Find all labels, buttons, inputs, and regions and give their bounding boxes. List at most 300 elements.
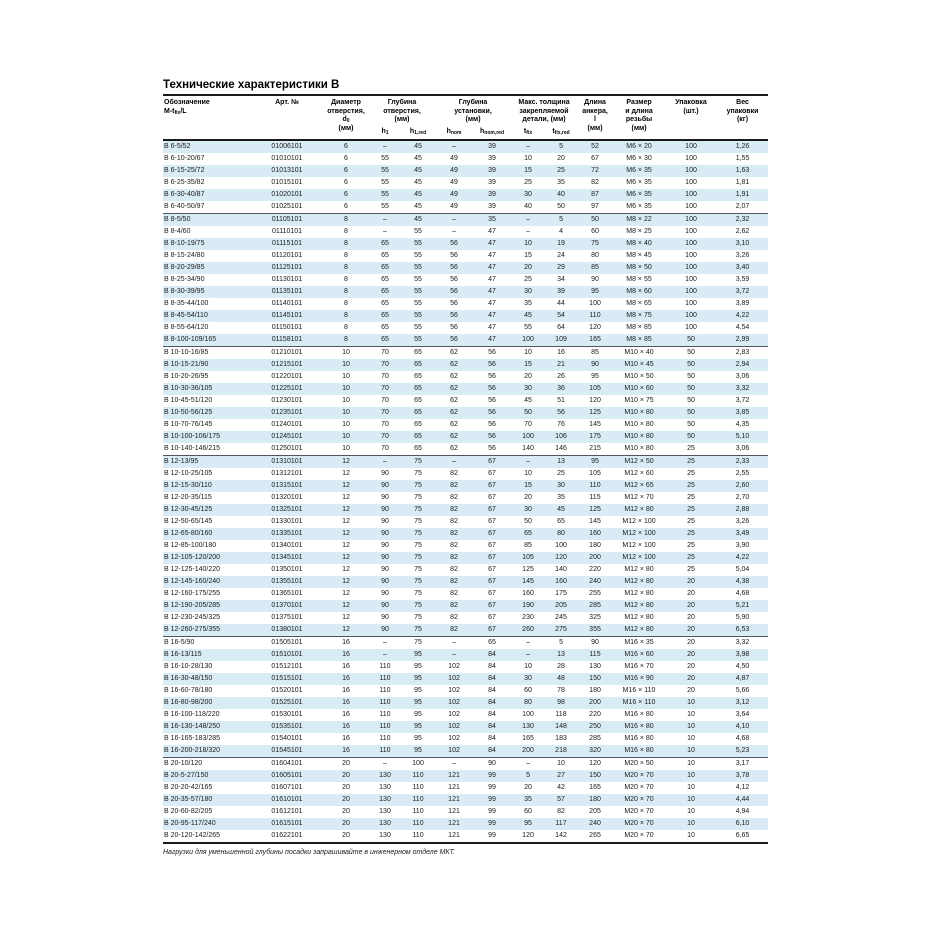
cell-anchor-length: 150: [589, 771, 601, 779]
cell-art-no: 01340101: [271, 541, 303, 549]
cell-t-fix-red: 109: [545, 334, 577, 347]
cell-packing: 50: [687, 396, 695, 404]
cell-d0: 12: [323, 624, 369, 637]
cell-t-fix-red: 10: [557, 759, 565, 767]
table-row: [163, 286, 768, 298]
cell-anchor-length: 180: [589, 686, 601, 694]
cell-t-fix-red: 65: [557, 517, 565, 525]
cell-d0: 12: [342, 565, 350, 573]
cell-designation: B 20-20-42/165: [164, 783, 213, 791]
cell-pack-weight: 4,50: [735, 662, 750, 670]
page-title: Технические характеристики B: [163, 79, 340, 91]
cell-t-fix-red: 50: [545, 201, 577, 214]
cell-pack-weight: 3,26: [735, 517, 750, 525]
cell-h1: 130: [379, 795, 391, 803]
cell-h-nom: 82: [450, 577, 458, 585]
cell-h-nom-red: 84: [488, 686, 496, 694]
cell-thread-size: M10 × 45: [624, 360, 654, 368]
cell-h1-red: 75: [414, 589, 422, 597]
cell-art-no: 01355101: [271, 577, 303, 585]
cell-t-fix: 140: [511, 443, 545, 456]
cell-designation: B 12-160-175/255: [164, 589, 221, 597]
cell-pack-weight: 3,32: [735, 384, 750, 392]
cell-designation: B 16-100-118/220: [164, 710, 220, 718]
cell-t-fix: 80: [524, 698, 532, 706]
cell-h-nom: 102: [448, 674, 460, 682]
cell-d0: 12: [342, 481, 350, 489]
table-row: [163, 624, 768, 637]
cell-t-fix-red: 16: [557, 348, 565, 356]
cell-designation: B 20-60-82/205: [164, 807, 213, 815]
table-row: [163, 165, 768, 177]
cell-d0: 12: [342, 517, 350, 525]
cell-t-fix: 50: [524, 408, 532, 416]
cell-h1: 70: [381, 396, 389, 404]
cell-t-fix: 100: [511, 334, 545, 347]
cell-packing: 100: [685, 142, 697, 150]
cell-pack-weight: 1,91: [735, 190, 750, 198]
subcol-hnom: $h_{nom}$: [446, 128, 462, 137]
cell-art-no: 01105101: [271, 215, 303, 223]
cell-anchor-length: 72: [591, 166, 599, 174]
cell-h-nom: 121: [448, 771, 460, 779]
cell-designation: B 10-140-146/215: [163, 443, 251, 456]
cell-d0: 20: [342, 819, 350, 827]
cell-thread-size: M10 × 80: [624, 408, 654, 416]
cell-h1: 90: [381, 505, 389, 513]
cell-art-no: 01622101: [271, 831, 303, 839]
cell-t-fix: –: [526, 759, 530, 767]
cell-thread-size: M8 × 45: [626, 251, 652, 259]
cell-art-no: 01225101: [271, 384, 303, 392]
cell-anchor-length: 160: [589, 529, 601, 537]
cell-t-fix: 15: [524, 360, 532, 368]
cell-packing: 20: [687, 613, 695, 621]
cell-anchor-length: 97: [577, 201, 613, 214]
table-row: [163, 407, 768, 419]
cell-pack-weight: 3,10: [735, 239, 750, 247]
cell-art-no: 01370101: [271, 601, 303, 609]
cell-thread-size: M16 × 110: [622, 698, 656, 706]
cell-h-nom: 82: [450, 505, 458, 513]
cell-h1: 130: [379, 771, 391, 779]
cell-t-fix-red: 76: [557, 420, 565, 428]
cell-d0: 8: [344, 227, 348, 235]
cell-art-no: 01610101: [271, 795, 303, 803]
cell-h1: –: [383, 638, 387, 646]
cell-pack-weight: 4,44: [735, 795, 750, 803]
catalog-page: [163, 79, 768, 863]
cell-t-fix-red: 40: [557, 190, 565, 198]
cell-anchor-length: 87: [591, 190, 599, 198]
cell-h1: 130: [379, 807, 391, 815]
col-header-art-no: Арт. №: [275, 99, 299, 106]
cell-t-fix: 30: [524, 674, 532, 682]
cell-pack-weight: 5,23: [717, 745, 768, 758]
cell-designation: B 12-50-65/145: [164, 517, 213, 525]
cell-h1: 90: [381, 613, 389, 621]
cell-t-fix: 15: [524, 481, 532, 489]
cell-t-fix-red: 160: [555, 577, 567, 585]
cell-thread-size: M10 × 40: [624, 348, 654, 356]
cell-anchor-length: 255: [589, 589, 601, 597]
cell-anchor-length: 215: [577, 443, 613, 456]
cell-h-nom: 49: [450, 154, 458, 162]
cell-packing: 25: [687, 457, 695, 465]
table-row: [163, 540, 768, 552]
cell-h1: 90: [381, 529, 389, 537]
cell-designation: B 16-80-98/200: [164, 698, 213, 706]
cell-packing: 25: [687, 565, 695, 573]
cell-h-nom: 82: [450, 517, 458, 525]
cell-h1: –: [383, 457, 387, 465]
cell-art-no: 01230101: [271, 396, 303, 404]
table-row: [163, 298, 768, 310]
cell-designation: B 8-10-19/75: [164, 239, 205, 247]
cell-h1: 90: [381, 481, 389, 489]
cell-d0: 8: [344, 239, 348, 247]
cell-anchor-length: 90: [591, 360, 599, 368]
cell-packing: 50: [687, 432, 695, 440]
table-row: [163, 455, 768, 468]
cell-h-nom-red: 99: [488, 771, 496, 779]
cell-thread-size: M16 × 80: [624, 710, 654, 718]
cell-t-fix-red: 13: [557, 650, 565, 658]
cell-packing: 100: [685, 215, 697, 223]
table-row: [163, 140, 768, 153]
cell-h-nom: 121: [448, 807, 460, 815]
cell-pack-weight: 4,38: [735, 577, 750, 585]
cell-anchor-length: 115: [589, 650, 601, 658]
cell-designation: B 10-45-51/120: [164, 396, 213, 404]
cell-h-nom: 121: [448, 795, 460, 803]
table-row: [163, 685, 768, 697]
subcol-tfix: $t_{fix}$: [523, 128, 533, 137]
cell-anchor-length: 320: [577, 745, 613, 758]
cell-packing: 50: [687, 384, 695, 392]
cell-h-nom-red: 47: [488, 311, 496, 319]
cell-h1: 110: [379, 686, 391, 694]
cell-t-fix: 25: [524, 178, 532, 186]
cell-d0: 16: [342, 650, 350, 658]
cell-pack-weight: 3,17: [735, 759, 750, 767]
cell-anchor-length: 75: [591, 239, 599, 247]
cell-h1-red: 55: [414, 299, 422, 307]
cell-h-nom: –: [452, 215, 456, 223]
cell-designation: B 6-40-50/97: [163, 201, 251, 214]
cell-packing: 50: [687, 360, 695, 368]
col-header-install-depth: Глубина установки, (мм): [454, 99, 492, 124]
table-header: [163, 95, 768, 140]
cell-anchor-length: 105: [589, 469, 601, 477]
cell-pack-weight: 3,06: [717, 443, 768, 456]
cell-h1-red: 65: [414, 348, 422, 356]
table-row: [163, 564, 768, 576]
table-row: [163, 419, 768, 431]
cell-pack-weight: 4,22: [735, 311, 750, 319]
table-row: [163, 757, 768, 770]
cell-t-fix: 45: [524, 311, 532, 319]
cell-designation: B 10-10-16/85: [164, 348, 209, 356]
cell-art-no: 01612101: [271, 807, 303, 815]
table-row: [163, 201, 768, 214]
cell-h1: 90: [381, 517, 389, 525]
cell-h1-red: 75: [414, 457, 422, 465]
cell-h-nom-red: 84: [488, 698, 496, 706]
cell-h1-red: 75: [414, 601, 422, 609]
table-row: [163, 697, 768, 709]
cell-art-no: 01545101: [251, 745, 323, 758]
cell-h-nom-red: 67: [488, 589, 496, 597]
cell-packing: 50: [665, 334, 717, 347]
cell-h-nom: –: [452, 457, 456, 465]
cell-art-no: 01530101: [271, 710, 303, 718]
cell-anchor-length: 145: [589, 517, 601, 525]
cell-packing: 100: [685, 311, 697, 319]
cell-h1: 70: [381, 360, 389, 368]
cell-thread-size: M8 × 85: [626, 323, 652, 331]
cell-packing: 100: [685, 275, 697, 283]
cell-anchor-length: 82: [591, 178, 599, 186]
cell-t-fix: 50: [524, 517, 532, 525]
cell-designation: B 10-15-21/90: [164, 360, 209, 368]
cell-h1-red: 65: [414, 432, 422, 440]
cell-h1: 90: [369, 624, 401, 637]
cell-designation: B 12-105-120/200: [164, 553, 221, 561]
cell-h1: 90: [381, 601, 389, 609]
cell-pack-weight: 4,22: [735, 553, 750, 561]
cell-packing: 20: [687, 601, 695, 609]
cell-h-nom: 102: [448, 734, 460, 742]
cell-h-nom-red: 84: [488, 650, 496, 658]
cell-t-fix: 10: [524, 662, 532, 670]
cell-h-nom-red: 67: [488, 469, 496, 477]
cell-t-fix: 30: [524, 287, 532, 295]
cell-packing: 10: [687, 759, 695, 767]
cell-t-fix: 30: [524, 384, 532, 392]
cell-h1: 110: [379, 674, 391, 682]
cell-h1: –: [383, 215, 387, 223]
cell-designation: B 10-50-56/125: [164, 408, 213, 416]
cell-packing: 100: [685, 239, 697, 247]
cell-designation: B 6-10-20/67: [164, 154, 205, 162]
cell-h1-red: 65: [414, 420, 422, 428]
cell-h-nom: 102: [448, 662, 460, 670]
cell-h1-red: 55: [414, 311, 422, 319]
cell-packing: 100: [685, 299, 697, 307]
table-row: [163, 830, 768, 843]
cell-thread-size: M16 × 80: [624, 734, 654, 742]
cell-t-fix: 10: [524, 469, 532, 477]
cell-d0: 8: [323, 334, 369, 347]
cell-h1-red: 65: [414, 408, 422, 416]
cell-h-nom: 121: [448, 831, 460, 839]
cell-h1: 70: [369, 443, 401, 456]
cell-thread-size: M8 × 50: [626, 263, 652, 271]
table-row: [163, 504, 768, 516]
cell-art-no: 01150101: [271, 323, 303, 331]
cell-anchor-length: 220: [589, 710, 601, 718]
cell-t-fix: 20: [524, 493, 532, 501]
cell-t-fix-red: 140: [555, 565, 567, 573]
cell-h1-red: 110: [412, 795, 424, 803]
cell-h-nom-red: 39: [488, 154, 496, 162]
cell-t-fix-red: 24: [557, 251, 565, 259]
cell-h1: 90: [381, 565, 389, 573]
cell-h-nom: 82: [450, 553, 458, 561]
cell-h1-red: 110: [412, 771, 424, 779]
cell-designation: B 16-60-78/180: [164, 686, 213, 694]
cell-h1-red: 75: [414, 613, 422, 621]
cell-pack-weight: 3,64: [735, 710, 750, 718]
cell-packing: 100: [685, 190, 697, 198]
cell-h1-red: 65: [414, 396, 422, 404]
cell-designation: B 16-130-148/250: [164, 722, 221, 730]
cell-anchor-length: 125: [589, 505, 601, 513]
cell-anchor-length: 200: [589, 698, 601, 706]
cell-art-no: 01020101: [271, 190, 303, 198]
cell-d0: 20: [342, 831, 350, 839]
cell-t-fix-red: 34: [557, 275, 565, 283]
cell-h1: –: [383, 227, 387, 235]
cell-anchor-length: 60: [591, 227, 599, 235]
cell-anchor-length: 145: [589, 420, 601, 428]
cell-art-no: 01512101: [271, 662, 303, 670]
cell-h1: –: [383, 142, 387, 150]
cell-t-fix-red: 100: [555, 541, 567, 549]
cell-pack-weight: 6,53: [717, 624, 768, 637]
cell-art-no: 01330101: [271, 517, 303, 525]
cell-thread-size: M12 × 50: [624, 457, 654, 465]
cell-t-fix-red: 118: [555, 710, 567, 718]
cell-h-nom: 82: [450, 469, 458, 477]
cell-d0: 8: [344, 275, 348, 283]
cell-h-nom-red: 56: [473, 443, 511, 456]
cell-h1-red: 45: [401, 201, 435, 214]
cell-thread-size: M12 × 80: [624, 577, 654, 585]
cell-t-fix: –: [526, 227, 530, 235]
cell-t-fix: 15: [524, 166, 532, 174]
cell-art-no: 01365101: [271, 589, 303, 597]
cell-anchor-length: 175: [589, 432, 601, 440]
cell-pack-weight: 1,26: [735, 142, 750, 150]
cell-anchor-length: 325: [589, 613, 601, 621]
cell-h-nom-red: 67: [488, 565, 496, 573]
cell-t-fix: 145: [522, 577, 534, 585]
cell-d0: 12: [342, 505, 350, 513]
cell-anchor-length: 120: [589, 396, 601, 404]
cell-t-fix: 200: [511, 745, 545, 758]
cell-h-nom: 49: [450, 178, 458, 186]
cell-h1-red: 55: [414, 287, 422, 295]
cell-pack-weight: 3,89: [735, 299, 750, 307]
cell-anchor-length: 95: [591, 457, 599, 465]
cell-h1-red: 75: [401, 624, 435, 637]
cell-designation: B 12-15-30/110: [164, 481, 212, 489]
cell-d0: 10: [342, 348, 350, 356]
col-header-anchor-length: Длина анкера, l (мм): [582, 99, 608, 132]
cell-pack-weight: 5,66: [735, 686, 750, 694]
cell-d0: 10: [342, 384, 350, 392]
cell-designation: B 6-25-35/82: [164, 178, 205, 186]
cell-d0: 8: [344, 215, 348, 223]
cell-anchor-length: 90: [591, 275, 599, 283]
cell-h1-red: 45: [414, 154, 422, 162]
cell-h-nom-red: 39: [488, 142, 496, 150]
cell-h1-red: 95: [414, 662, 422, 670]
cell-t-fix: 35: [524, 795, 532, 803]
cell-h1: –: [383, 650, 387, 658]
cell-designation: B 12-13/95: [164, 457, 199, 465]
cell-d0: 8: [344, 263, 348, 271]
cell-thread-size: M16 × 70: [624, 662, 654, 670]
cell-packing: 10: [687, 734, 695, 742]
cell-anchor-length: 85: [591, 263, 599, 271]
cell-thread-size: M10 × 60: [624, 384, 654, 392]
cell-d0: 12: [342, 613, 350, 621]
subcol-h1: $h_1$: [381, 128, 389, 137]
cell-h1-red: 95: [414, 734, 422, 742]
cell-h1-red: 75: [414, 565, 422, 573]
cell-designation: B 8-35-44/100: [164, 299, 209, 307]
cell-art-no: 01240101: [271, 420, 303, 428]
cell-t-fix-red: 80: [557, 529, 565, 537]
cell-d0: 20: [342, 759, 350, 767]
cell-h-nom-red: 84: [488, 674, 496, 682]
cell-t-fix: 95: [524, 819, 532, 827]
cell-h-nom-red: 56: [488, 432, 496, 440]
cell-h-nom: –: [452, 638, 456, 646]
cell-art-no: 01605101: [271, 771, 303, 779]
cell-d0: 10: [342, 420, 350, 428]
cell-anchor-length: 150: [589, 674, 601, 682]
cell-designation: B 12-10-25/105: [164, 469, 213, 477]
cell-pack-weight: 5,10: [735, 432, 750, 440]
cell-t-fix-red: 245: [555, 613, 567, 621]
cell-pack-weight: 2,07: [717, 201, 768, 214]
cell-h1-red: 95: [414, 710, 422, 718]
cell-anchor-length: 130: [589, 662, 601, 670]
cell-h1: 65: [381, 311, 389, 319]
cell-t-fix: 125: [522, 565, 534, 573]
cell-h1: 110: [379, 734, 391, 742]
cell-t-fix: 70: [524, 420, 532, 428]
cell-pack-weight: 4,94: [735, 807, 750, 815]
cell-h1-red: 95: [414, 722, 422, 730]
cell-t-fix: 105: [522, 553, 534, 561]
cell-packing: 100: [685, 178, 697, 186]
cell-anchor-length: 115: [589, 493, 601, 501]
cell-anchor-length: 50: [591, 215, 599, 223]
cell-h1: 70: [381, 384, 389, 392]
cell-h-nom-red: 47: [488, 239, 496, 247]
cell-t-fix: –: [526, 638, 530, 646]
cell-h-nom: 62: [450, 348, 458, 356]
cell-h-nom-red: 39: [473, 201, 511, 214]
cell-h1-red: 75: [414, 529, 422, 537]
cell-d0: 6: [344, 166, 348, 174]
cell-art-no: 01140101: [271, 299, 303, 307]
cell-thread-size: M8 × 40: [626, 239, 652, 247]
cell-pack-weight: 4,54: [735, 323, 750, 331]
cell-thread-size: M16 × 35: [624, 638, 654, 646]
cell-anchor-length: 105: [589, 384, 601, 392]
cell-d0: 20: [342, 783, 350, 791]
cell-h1-red: 110: [412, 783, 424, 791]
table-row: [163, 806, 768, 818]
cell-d0: 6: [344, 154, 348, 162]
cell-designation: B 10-20-26/95: [164, 372, 209, 380]
